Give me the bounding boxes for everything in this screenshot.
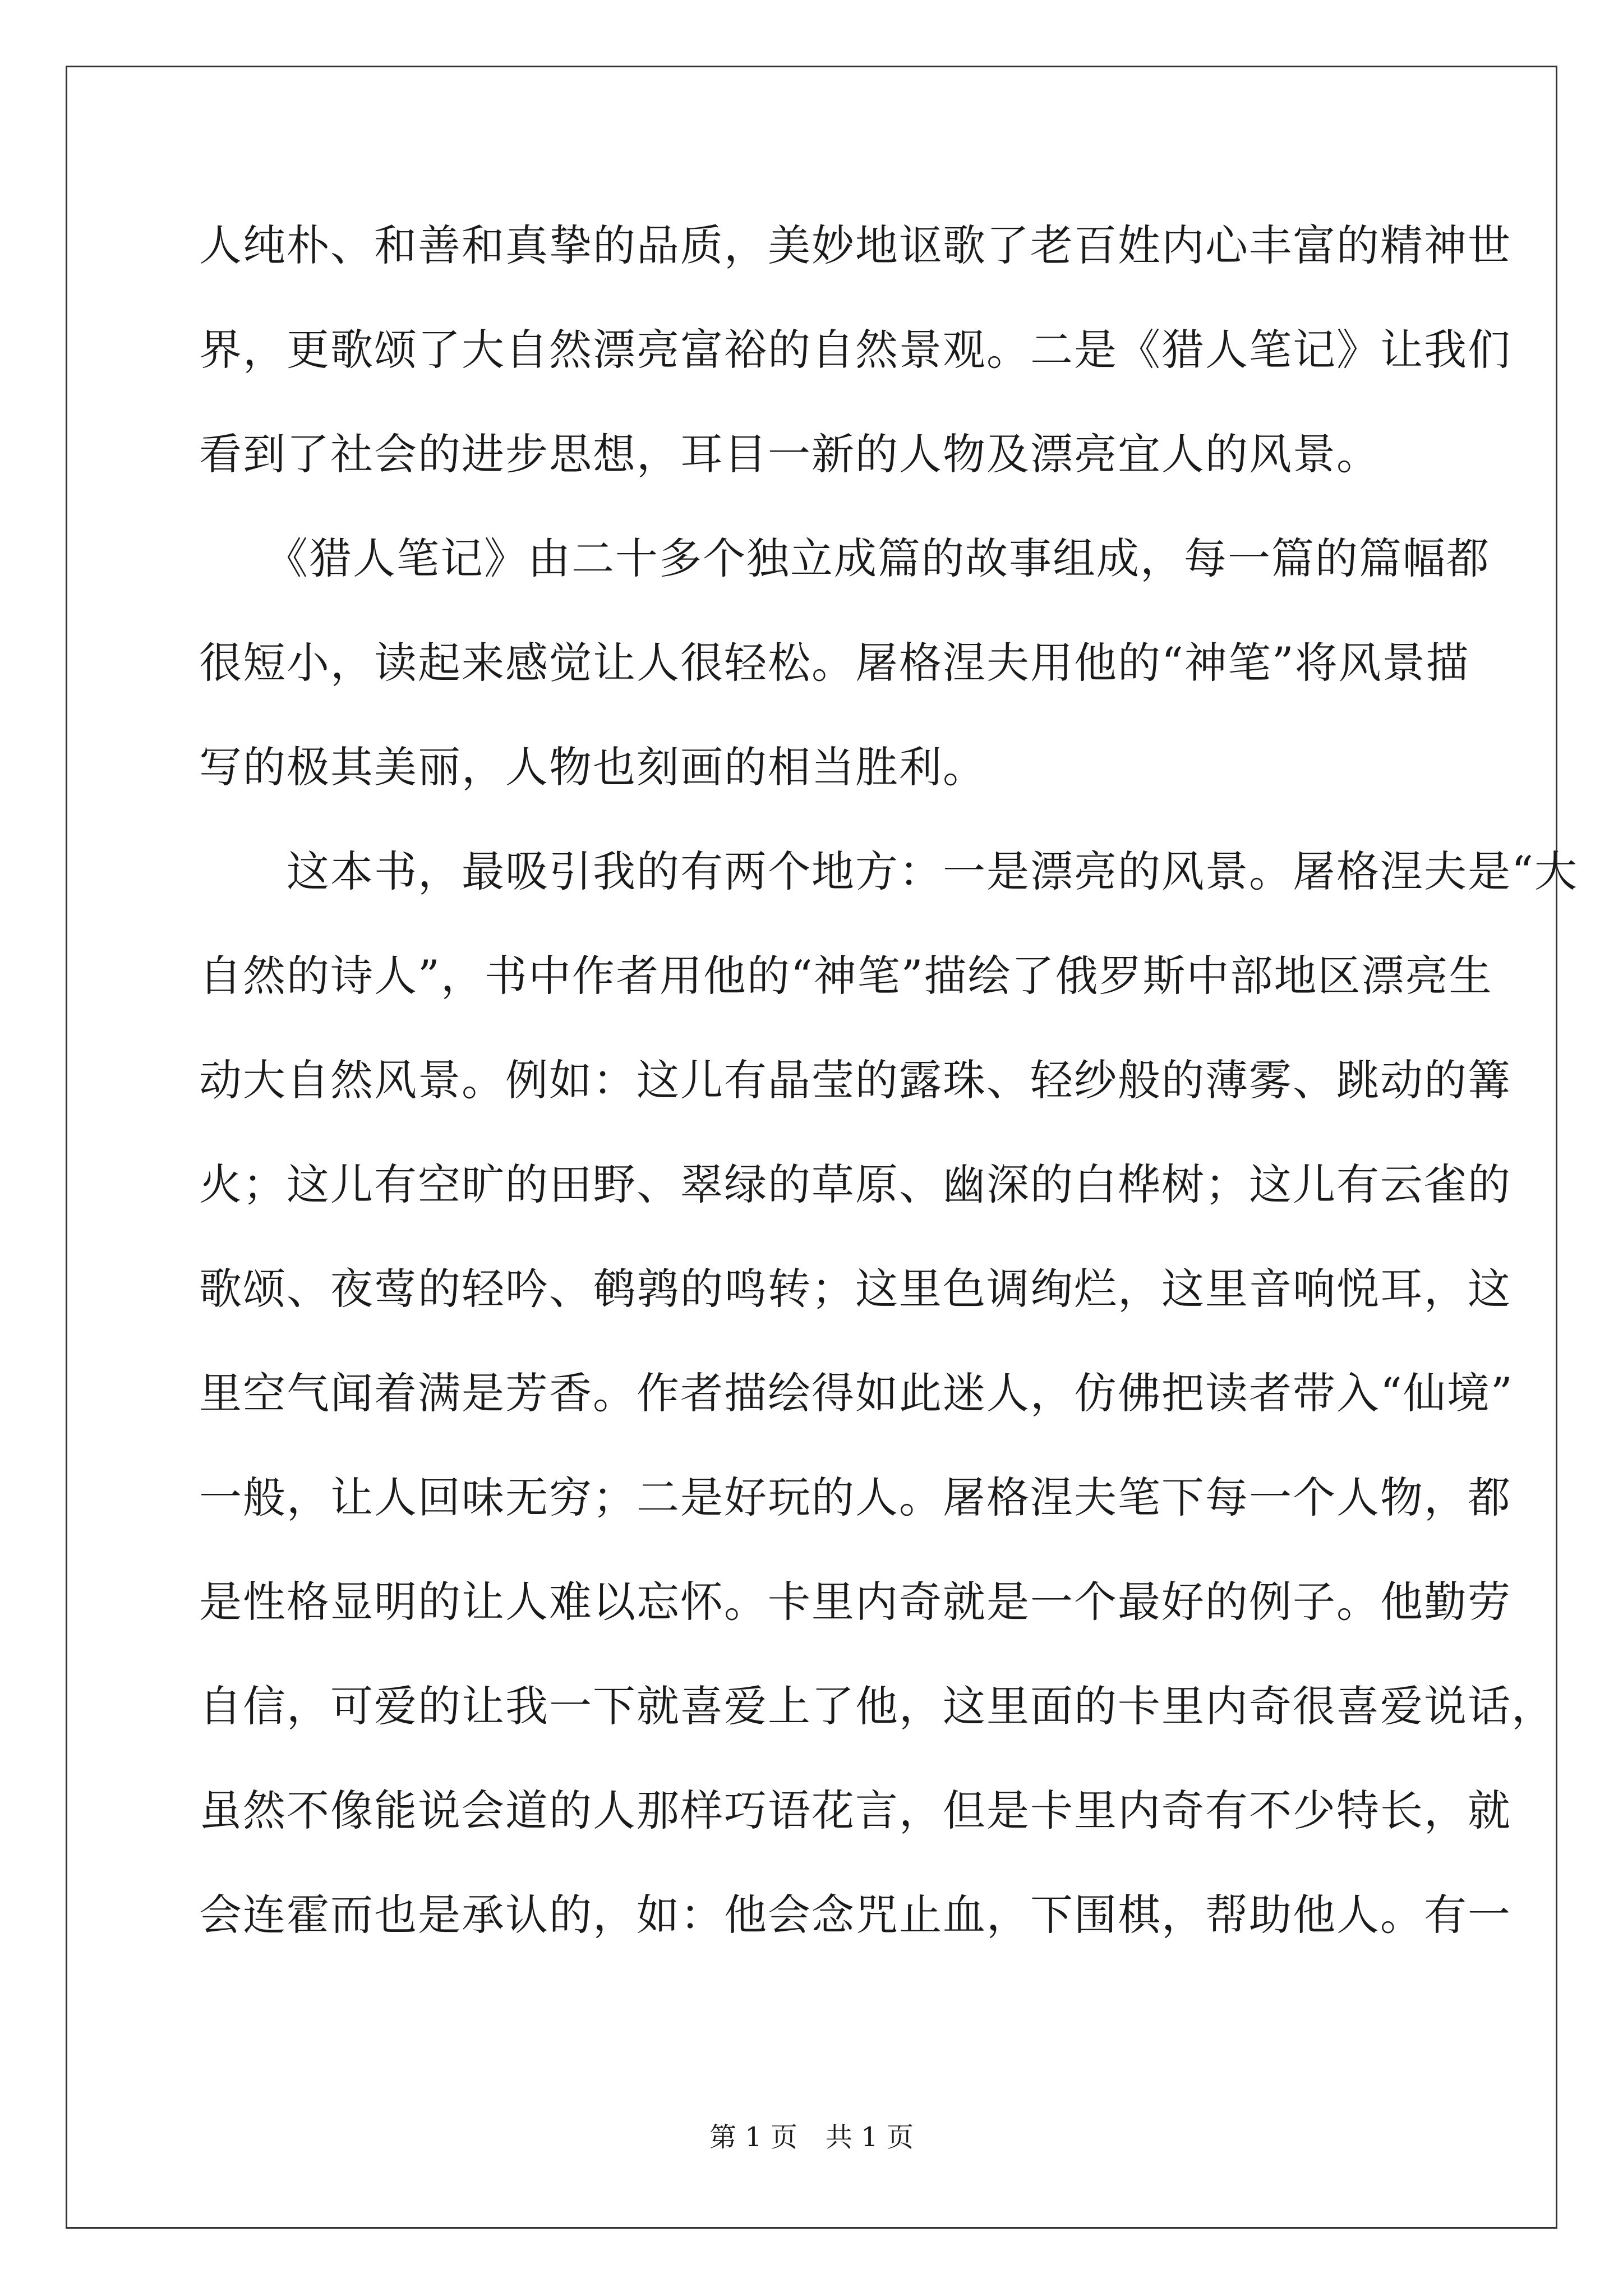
text-line: 自然的诗人”，书中作者用他的“神笔”描绘了俄罗斯中部地区漂亮生 [199,951,1493,1001]
text-line: 一般，让人回味无穷；二是好玩的人。屠格涅夫笔下每一个人物，都 [199,1473,1511,1522]
text-line: 看到了社会的进步思想，耳目一新的人物及漂亮宜人的风景。 [199,429,1380,479]
text-line: 这本书，最吸引我的有两个地方：一是漂亮的风景。屠格涅夫是“大 [199,846,1578,896]
text-line: 《猎人笔记》由二十多个独立成篇的故事组成，每一篇的篇幅都 [199,533,1490,583]
text-line: 歌颂、夜莺的轻吟、鹌鹑的鸣转；这里色调绚烂，这里音响悦耳，这 [199,1264,1511,1314]
page-total: 共 1 页 [826,2122,914,2153]
body-text [199,194,1578,1967]
page-footer [0,2120,1623,2154]
text-line: 虽然不像能说会道的人那样巧语花言，但是卡里内奇有不少特长，就 [199,1786,1511,1835]
text-line: 里空气闻着满是芳香。作者描绘得如此迷人，仿佛把读者带入“仙境” [199,1368,1514,1418]
text-line: 很短小，读起来感觉让人很轻松。屠格涅夫用他的“神笔”将风景描 [199,638,1470,688]
text-line: 人纯朴、和善和真挚的品质，美妙地讴歌了老百姓内心丰富的精神世 [199,220,1511,270]
text-line: 写的极其美丽，人物也刻画的相当胜利。 [199,742,986,792]
text-line: 火；这儿有空旷的田野、翠绿的草原、幽深的白桦树；这儿有云雀的 [199,1159,1511,1209]
text-line: 动大自然风景。例如：这儿有晶莹的露珠、轻纱般的薄雾、跳动的篝 [199,1055,1511,1105]
text-line: 会连霍而也是承认的，如：他会念咒止血，下围棋，帮助他人。有一 [199,1890,1511,1940]
text-line: 界，更歌颂了大自然漂亮富裕的自然景观。二是《猎人笔记》让我们 [199,325,1511,375]
text-line: 是性格显明的让人难以忘怀。卡里内奇就是一个最好的例子。他勤劳 [199,1577,1511,1627]
text-line: 自信，可爱的让我一下就喜爱上了他，这里面的卡里内奇很喜爱说话， [199,1681,1555,1731]
page-number: 第 1 页 [709,2122,797,2153]
